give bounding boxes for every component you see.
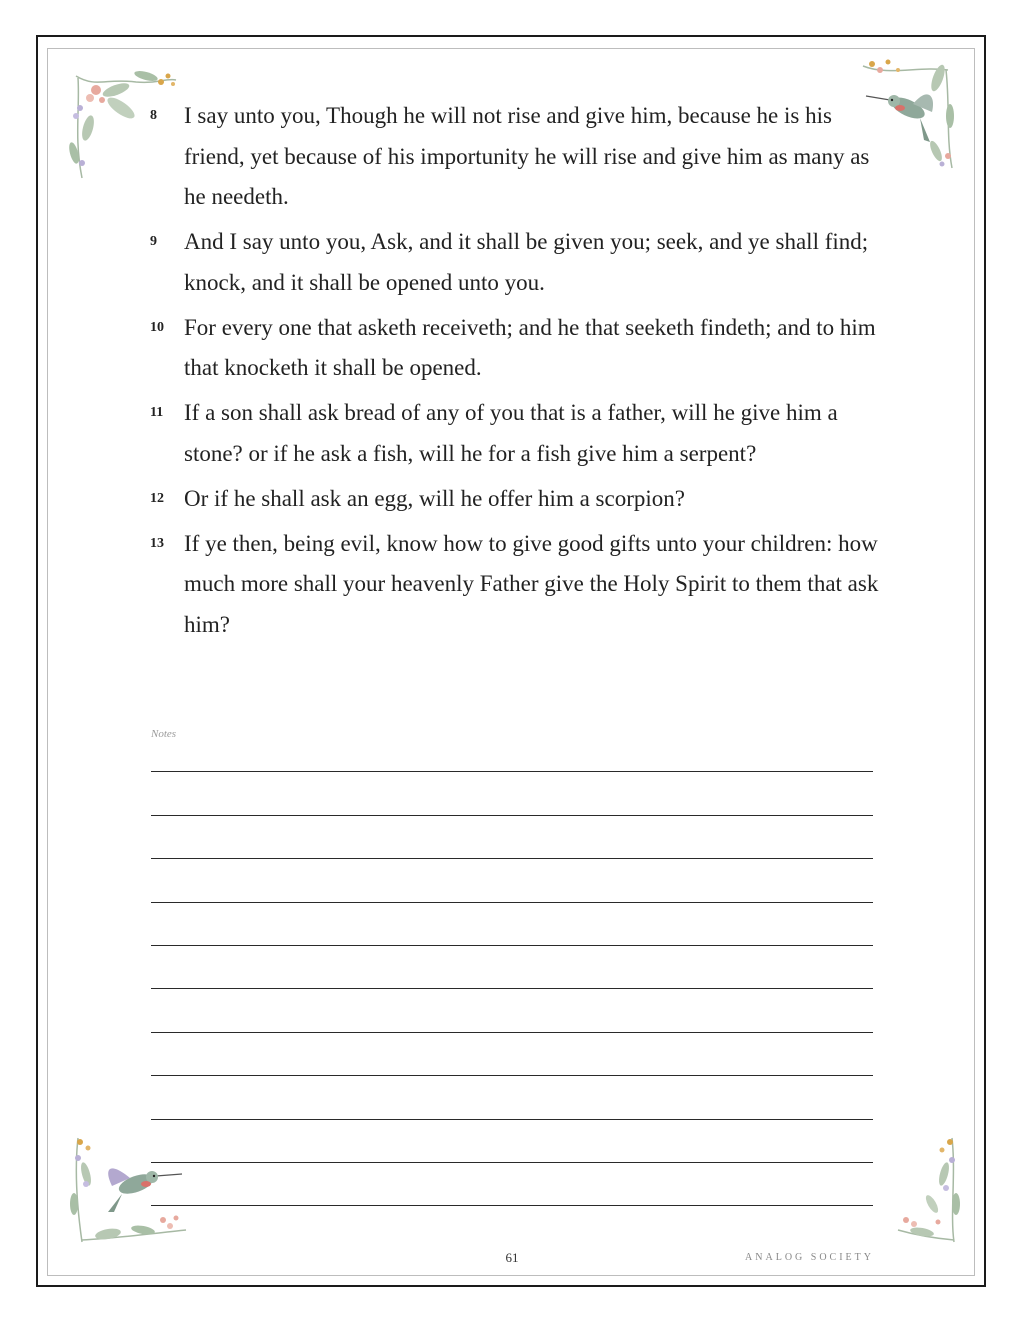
verse-number: 10	[150, 319, 164, 335]
page-number: 61	[505, 1250, 519, 1265]
verse-text: And I say unto you, Ask, and it shall be given you; seek, and ye shall find; knock, and it shall be opened unto you.	[184, 229, 869, 295]
note-line[interactable]	[151, 1033, 873, 1076]
floral-corner-icon	[892, 1134, 962, 1246]
verse-8	[146, 96, 886, 218]
brand-label: ANALOG SOCIETY	[745, 1252, 874, 1263]
verse-12	[146, 479, 886, 520]
note-line[interactable]	[151, 989, 873, 1032]
note-line[interactable]	[151, 1163, 873, 1206]
verse-text: I say unto you, Though he will not rise and give him, because he is his friend, yet because of his importunity he will rise and give him as many as he needeth.	[184, 103, 870, 209]
hummingbird-icon	[68, 1134, 193, 1246]
verse-13	[146, 524, 886, 646]
note-line[interactable]	[151, 859, 873, 902]
notes-writing-area	[151, 729, 873, 1206]
verse-text: For every one that asketh receiveth; and he that seeketh findeth; and to him that knocketh it shall be opened.	[184, 314, 876, 380]
verse-10	[146, 308, 886, 389]
verse-text: If a son shall ask bread of any of you that is a father, will he give him a stone? or if he ask a fish, will he for a fish give him a serpent?	[184, 400, 838, 466]
note-line[interactable]	[151, 946, 873, 989]
verse-number: 12	[150, 490, 164, 506]
note-line[interactable]	[151, 816, 873, 859]
verse-11	[146, 393, 886, 474]
note-line[interactable]	[151, 729, 873, 772]
verse-list	[146, 96, 886, 650]
verse-number: 11	[150, 405, 164, 420]
verse-number: 13	[150, 535, 164, 551]
verse-number: 8	[150, 108, 157, 123]
verse-text: Or if he shall ask an egg, will he offer him a scorpion?	[184, 485, 685, 511]
note-line[interactable]	[151, 1120, 873, 1163]
note-line[interactable]	[151, 1076, 873, 1119]
note-line[interactable]	[151, 772, 873, 815]
note-line[interactable]	[151, 903, 873, 946]
verse-9	[146, 222, 886, 303]
verse-number: 9	[150, 234, 157, 249]
notes-label: Notes	[151, 728, 177, 740]
verse-text: If ye then, being evil, know how to give good gifts unto your children: how much more shall your heavenly Father give the Holy Spirit to them that ask him?	[184, 530, 879, 637]
